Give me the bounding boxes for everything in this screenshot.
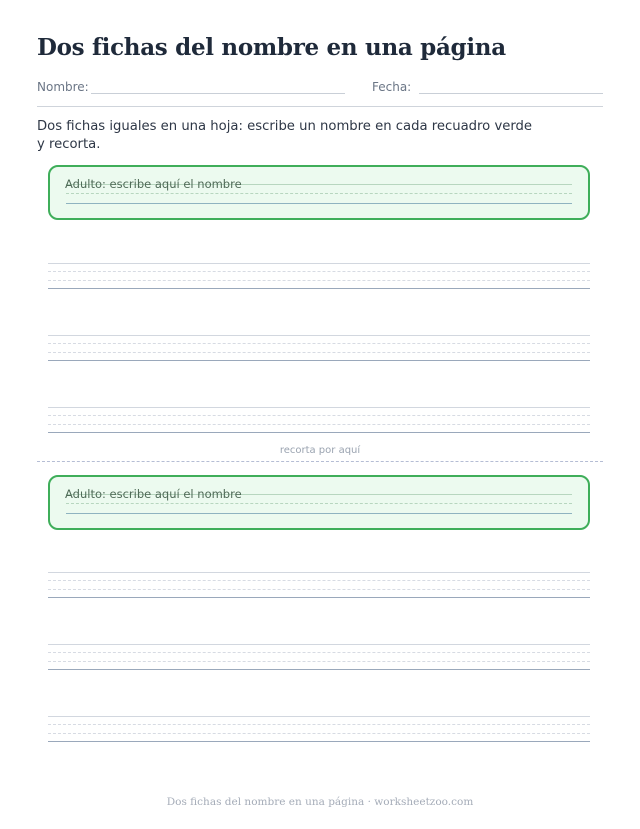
name-box-hint: Adulto: escribe aquí el nombre xyxy=(65,487,242,501)
practice-line-row xyxy=(48,572,590,602)
practice-guide-line xyxy=(48,580,590,581)
page-title: Dos fichas del nombre en una página xyxy=(37,34,506,61)
practice-guide-line xyxy=(48,661,590,662)
practice-guide-line xyxy=(48,733,590,734)
name-box xyxy=(48,165,590,220)
cut-label: recorta por aquí xyxy=(279,445,361,456)
practice-baseline xyxy=(48,288,590,289)
practice-top-line xyxy=(48,572,590,573)
practice-guide-line xyxy=(48,271,590,272)
header-divider xyxy=(37,106,603,107)
name-box-hint: Adulto: escribe aquí el nombre xyxy=(65,177,242,191)
practice-guide-line xyxy=(48,352,590,353)
practice-baseline xyxy=(48,432,590,433)
name-box-baseline xyxy=(66,513,572,514)
name-box-baseline xyxy=(66,203,572,204)
practice-baseline xyxy=(48,597,590,598)
date-label: Fecha: xyxy=(372,80,412,94)
footer-text: Dos fichas del nombre en una página · worksheetzoo.com xyxy=(166,796,474,808)
name-box xyxy=(48,475,590,530)
practice-line-row xyxy=(48,263,590,293)
practice-line-row xyxy=(48,407,590,437)
header-fields xyxy=(37,80,603,96)
name-box-mid-line xyxy=(66,503,572,504)
practice-top-line xyxy=(48,644,590,645)
practice-top-line xyxy=(48,263,590,264)
practice-baseline xyxy=(48,741,590,742)
practice-line-row xyxy=(48,716,590,746)
practice-baseline xyxy=(48,360,590,361)
name-write-line xyxy=(91,93,345,94)
practice-guide-line xyxy=(48,424,590,425)
practice-line-row xyxy=(48,335,590,365)
practice-guide-line xyxy=(48,589,590,590)
practice-top-line xyxy=(48,335,590,336)
practice-baseline xyxy=(48,669,590,670)
name-label: Nombre: xyxy=(37,80,89,94)
practice-guide-line xyxy=(48,652,590,653)
practice-guide-line xyxy=(48,343,590,344)
name-box-mid-line xyxy=(66,193,572,194)
cut-line xyxy=(37,461,603,462)
practice-guide-line xyxy=(48,280,590,281)
practice-guide-line xyxy=(48,415,590,416)
practice-line-row xyxy=(48,644,590,674)
practice-guide-line xyxy=(48,724,590,725)
instructions-text: Dos fichas iguales en una hoja: escribe un nombre en cada recuadro verde y recorta. xyxy=(37,119,533,152)
practice-top-line xyxy=(48,407,590,408)
practice-top-line xyxy=(48,716,590,717)
date-write-line xyxy=(419,93,603,94)
